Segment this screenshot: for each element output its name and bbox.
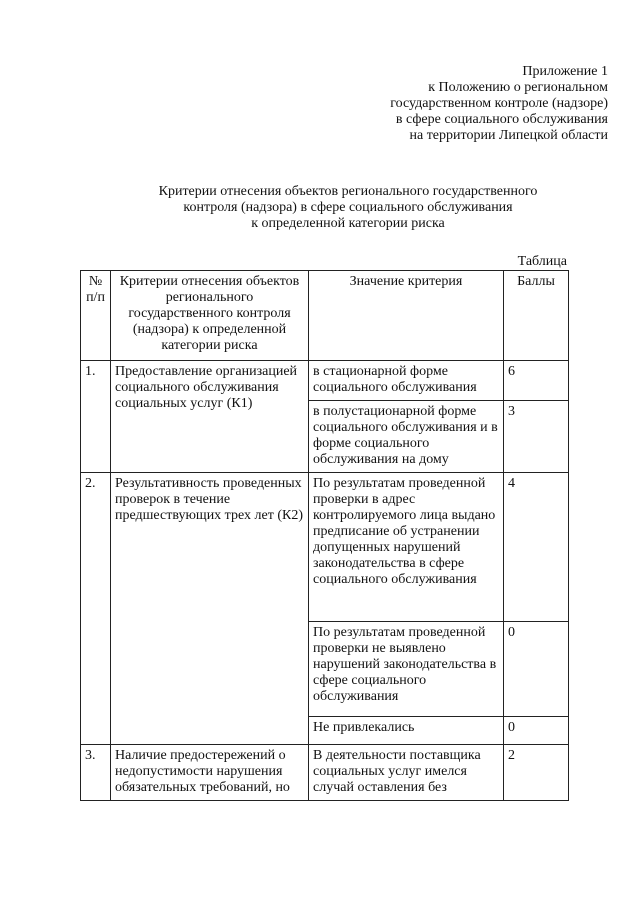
table-row — [81, 361, 569, 401]
row-value: В деятельности поставщика социальных услуг имелся случай оставления без — [309, 745, 504, 801]
row-criteria: Наличие предостережений о недопустимости нарушения обязательных требований, но — [111, 745, 309, 801]
row-points: 2 — [504, 745, 569, 801]
row-value: в стационарной форме социального обслуживания — [309, 361, 504, 401]
table-label: Таблица — [517, 254, 567, 269]
appendix-line: на территории Липецкой области — [409, 128, 608, 143]
row-value: По результатам проведенной проверки в адрес контролируемого лица выдано предписание об устранении допущенных нарушений законодательства в сфере социального обслуживания — [309, 473, 504, 622]
row-num: 1. — [81, 361, 111, 473]
row-criteria: Предоставление организацией социального обслуживания социальных услуг (К1) — [111, 361, 309, 473]
row-value: По результатам проведенной проверки не выявлено нарушений законодательства в сфере социального обслуживания — [309, 622, 504, 717]
row-value: Не привлекались — [309, 717, 504, 745]
appendix-header — [308, 64, 608, 144]
row-points: 6 — [504, 361, 569, 401]
appendix-line: Приложение 1 — [522, 64, 608, 79]
row-points: 3 — [504, 401, 569, 473]
header-points: Баллы — [504, 271, 569, 361]
title-line: Критерии отнесения объектов регионального государственного — [158, 184, 538, 199]
header-criteria: Критерии отнесения объектов регионального государственного контроля (надзора) к определенной категории риска — [111, 271, 309, 361]
row-points: 0 — [504, 717, 569, 745]
criteria-table — [80, 270, 569, 801]
header-value: Значение критерия — [309, 271, 504, 361]
appendix-line: в сфере социального обслуживания — [395, 112, 608, 127]
table-row — [81, 473, 569, 622]
header-num: № п/п — [81, 271, 111, 361]
appendix-line: к Положению о региональном — [428, 80, 608, 95]
row-num: 2. — [81, 473, 111, 745]
row-points: 4 — [504, 473, 569, 622]
row-criteria: Результативность проведенных проверок в течение предшествующих трех лет (К2) — [111, 473, 309, 745]
row-points: 0 — [504, 622, 569, 717]
appendix-line: государственном контроле (надзоре) — [390, 96, 608, 111]
table-row — [81, 745, 569, 801]
row-num: 3. — [81, 745, 111, 801]
title-line: к определенной категории риска — [251, 216, 445, 231]
title-line: контроля (надзора) в сфере социального обслуживания — [183, 200, 513, 215]
row-value: в полустационарной форме социального обслуживания и в форме социального обслуживания на дому — [309, 401, 504, 473]
document-title — [108, 184, 588, 232]
table-header-row — [81, 271, 569, 361]
